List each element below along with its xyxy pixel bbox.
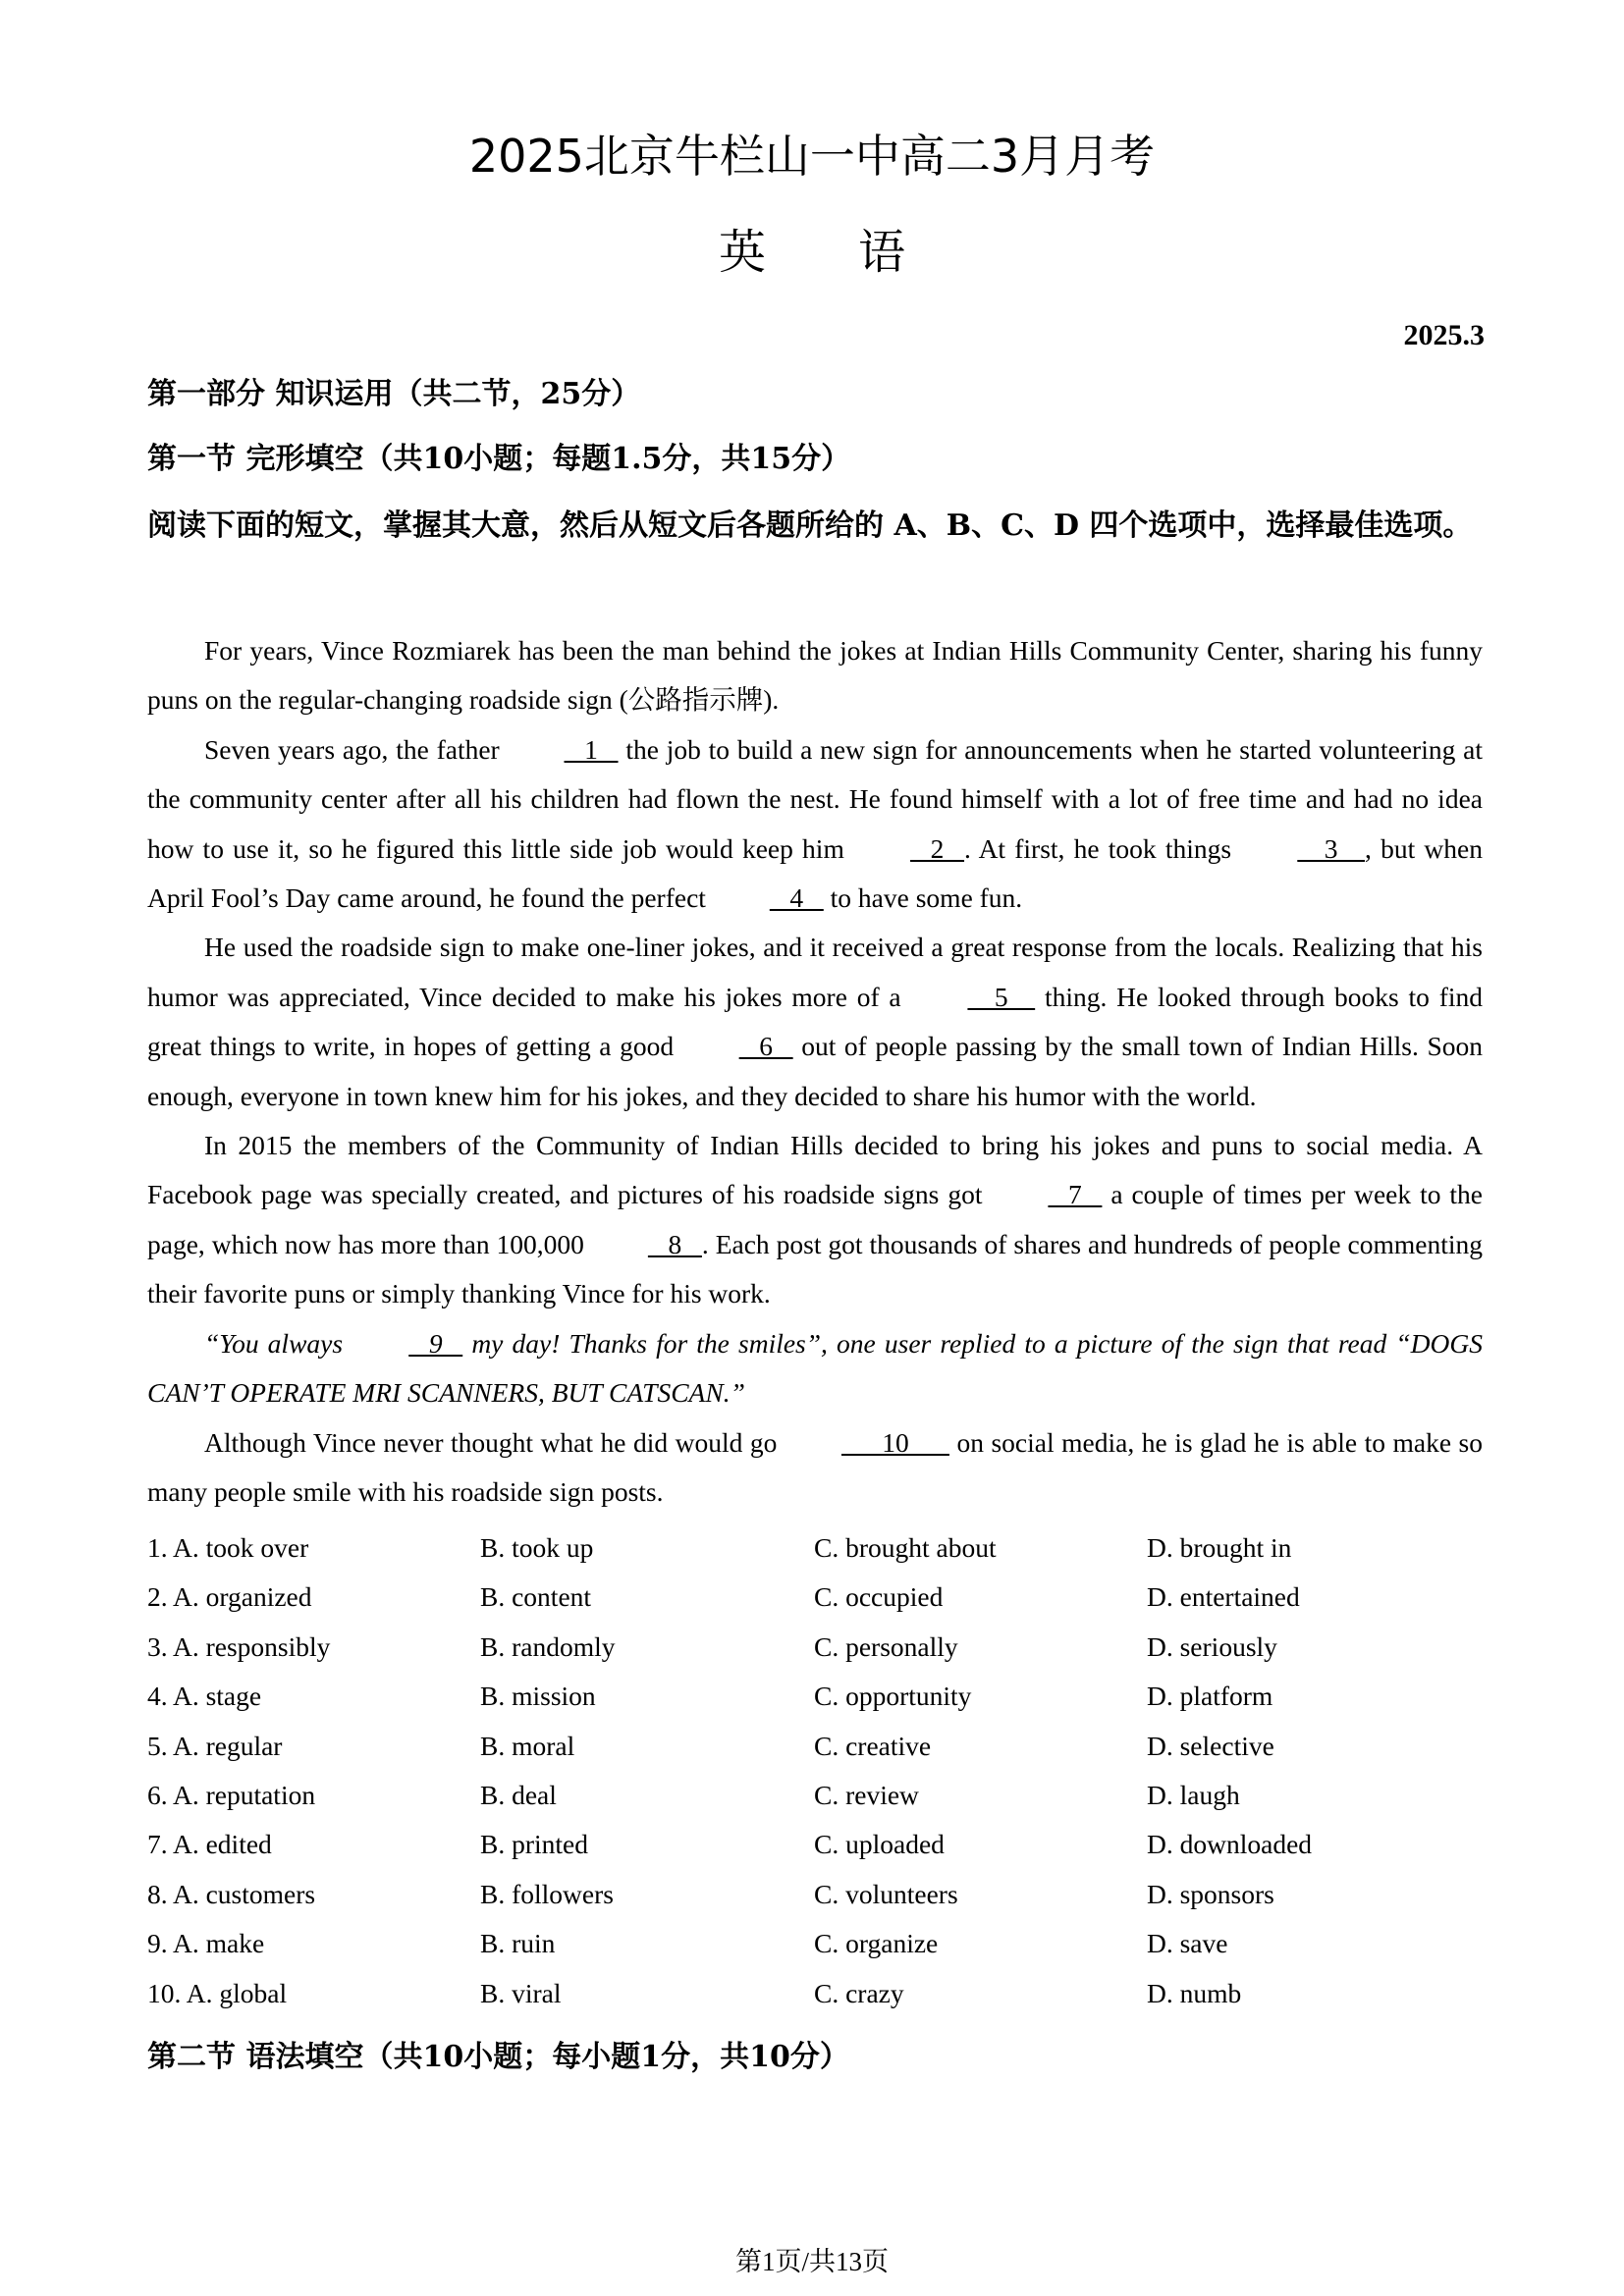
blank-7: 7	[1048, 1179, 1103, 1210]
option-c: C. opportunity	[814, 1681, 972, 1712]
option-b: B. deal	[480, 1779, 557, 1810]
text-run: my day! Thanks for the smiles”, one user replied to a picture of the sign that read “DOGS CAN’T OPERATE MRI SCANNERS, BUT CATSCAN.”	[147, 1327, 1483, 1409]
option-a: 10. A. global	[147, 1977, 288, 2008]
blank-10: 10	[840, 1426, 949, 1458]
option-b: B. content	[480, 1581, 592, 1613]
option-d: D. numb	[1147, 1977, 1242, 2008]
passage-paragraph-5	[147, 1319, 1483, 1418]
option-row	[147, 1672, 1483, 1721]
blank-1: 1	[564, 733, 619, 765]
blank-6: 6	[738, 1031, 793, 1062]
option-row	[147, 1771, 1483, 1820]
blank-8: 8	[647, 1228, 702, 1259]
option-c: C. creative	[814, 1730, 932, 1761]
blank-2: 2	[910, 832, 965, 864]
option-c: C. volunteers	[814, 1878, 958, 1909]
option-c: C. crazy	[814, 1977, 904, 2008]
text-run: , but when April Fool’s Day came around, he found the perfect	[147, 832, 1483, 914]
text-run: In 2015 the members of the Community of Indian Hills decided to bring his jokes and puns to social media. A Facebook page was specially created, and pictures of his roadside signs got	[147, 1130, 1483, 1210]
option-row	[147, 1969, 1483, 2018]
option-a: 5. A. regular	[147, 1730, 283, 1761]
option-row	[147, 1573, 1483, 1622]
text-run: on social media, he is glad he is able to make so many people smile with his roadside sign posts.	[147, 1426, 1483, 1507]
option-a: 9. A. make	[147, 1928, 265, 1959]
part1-heading: 第一部分 知识运用（共二节，25分）	[147, 377, 641, 411]
blank-3: 3	[1297, 832, 1366, 864]
text-run: to have some fun.	[823, 882, 1023, 914]
option-a: 6. A. reputation	[147, 1779, 316, 1810]
cloze-passage	[147, 626, 1483, 1517]
passage-paragraph-6	[147, 1418, 1483, 1518]
option-c: C. personally	[814, 1630, 958, 1662]
text-run: . At first, he took things	[964, 832, 1241, 864]
option-row	[147, 1870, 1483, 1919]
text-run: . Each post got thousands of shares and hundreds of people commenting their favorite puns or simply thanking Vince for his work.	[147, 1228, 1483, 1309]
option-d: D. sponsors	[1147, 1878, 1274, 1909]
option-row	[147, 1919, 1483, 1968]
option-b: B. viral	[480, 1977, 562, 2008]
option-row	[147, 1523, 1483, 1573]
text-run: Seven years ago, the father	[204, 733, 508, 765]
text-run: the job to build a new sign for announcements when he started volunteering at the community center after all his children had flown the nest. He found himself with a lot of free time and had no idea how to use it, so he figured this little side job would keep him	[147, 733, 1483, 864]
option-b: B. mission	[480, 1681, 596, 1712]
blank-4: 4	[769, 882, 824, 914]
option-c: C. brought about	[814, 1532, 997, 1563]
option-b: B. randomly	[480, 1630, 616, 1662]
passage-paragraph-3	[147, 923, 1483, 1121]
text-run: He used the roadside sign to make one-liner jokes, and it received a great response from the locals. Realizing that his humor was appreciated, Vince decided to make his jokes more of a	[147, 932, 1483, 1012]
option-c: C. review	[814, 1779, 919, 1810]
page-footer: 第1页/共13页	[734, 2247, 889, 2276]
option-a: 7. A. edited	[147, 1829, 272, 1860]
option-b: B. moral	[480, 1730, 575, 1761]
option-d: D. seriously	[1147, 1630, 1277, 1662]
option-a: 4. A. stage	[147, 1681, 262, 1712]
option-d: D. laugh	[1147, 1779, 1240, 1810]
option-row	[147, 1820, 1483, 1869]
subject-title: 英语	[718, 225, 998, 280]
option-a: 1. A. took over	[147, 1532, 309, 1563]
option-b: B. took up	[480, 1532, 594, 1563]
blank-5: 5	[967, 981, 1036, 1012]
option-d: D. platform	[1147, 1681, 1273, 1712]
option-a: 3. A. responsibly	[147, 1630, 331, 1662]
text-run: Although Vince never thought what he did would go	[204, 1426, 785, 1458]
option-c: C. uploaded	[814, 1829, 945, 1860]
option-b: B. ruin	[480, 1928, 556, 1959]
exam-title: 2025北京牛栏山一中高二3月月考	[468, 130, 1156, 183]
option-row	[147, 1722, 1483, 1771]
answer-options	[147, 1523, 1483, 2018]
option-d: D. selective	[1147, 1730, 1274, 1761]
text-run: “You always	[204, 1327, 352, 1359]
section2-heading: 第二节 语法填空（共10小题；每小题1分，共10分）	[147, 2040, 849, 2074]
option-row	[147, 1623, 1483, 1672]
option-a: 2. A. organized	[147, 1581, 312, 1613]
instruction-text: 阅读下面的短文，掌握其大意，然后从短文后各题所给的 A、B、C、D 四个选项中，选择最佳选项。	[147, 508, 1473, 543]
option-d: D. entertained	[1147, 1581, 1300, 1613]
option-d: D. save	[1147, 1928, 1228, 1959]
option-a: 8. A. customers	[147, 1878, 316, 1909]
exam-date: 2025.3	[1403, 319, 1485, 351]
option-b: B. printed	[480, 1829, 588, 1860]
passage-paragraph-1: For years, Vince Rozmiarek has been the man behind the jokes at Indian Hills Community Center, sharing his funny puns on the regular-changing roadside sign (公路指示牌).	[147, 635, 1483, 716]
option-d: D. brought in	[1147, 1532, 1292, 1563]
option-d: D. downloaded	[1147, 1829, 1313, 1860]
option-c: C. occupied	[814, 1581, 944, 1613]
option-b: B. followers	[480, 1878, 614, 1909]
section1-heading: 第一节 完形填空（共10小题；每题1.5分，共15分）	[147, 442, 851, 476]
blank-9: 9	[408, 1327, 463, 1359]
text-run: out of people passing by the small town of Indian Hills. Soon enough, everyone in town knew him for his jokes, and they decided to share his humor with the world.	[147, 1031, 1483, 1111]
option-c: C. organize	[814, 1928, 939, 1959]
text-run: thing. He looked through books to find great things to write, in hopes of getting a good	[147, 981, 1483, 1062]
passage-paragraph-4	[147, 1121, 1483, 1319]
passage-paragraph-2	[147, 725, 1483, 924]
text-run: a couple of times per week to the page, which now has more than 100,000	[147, 1179, 1483, 1259]
